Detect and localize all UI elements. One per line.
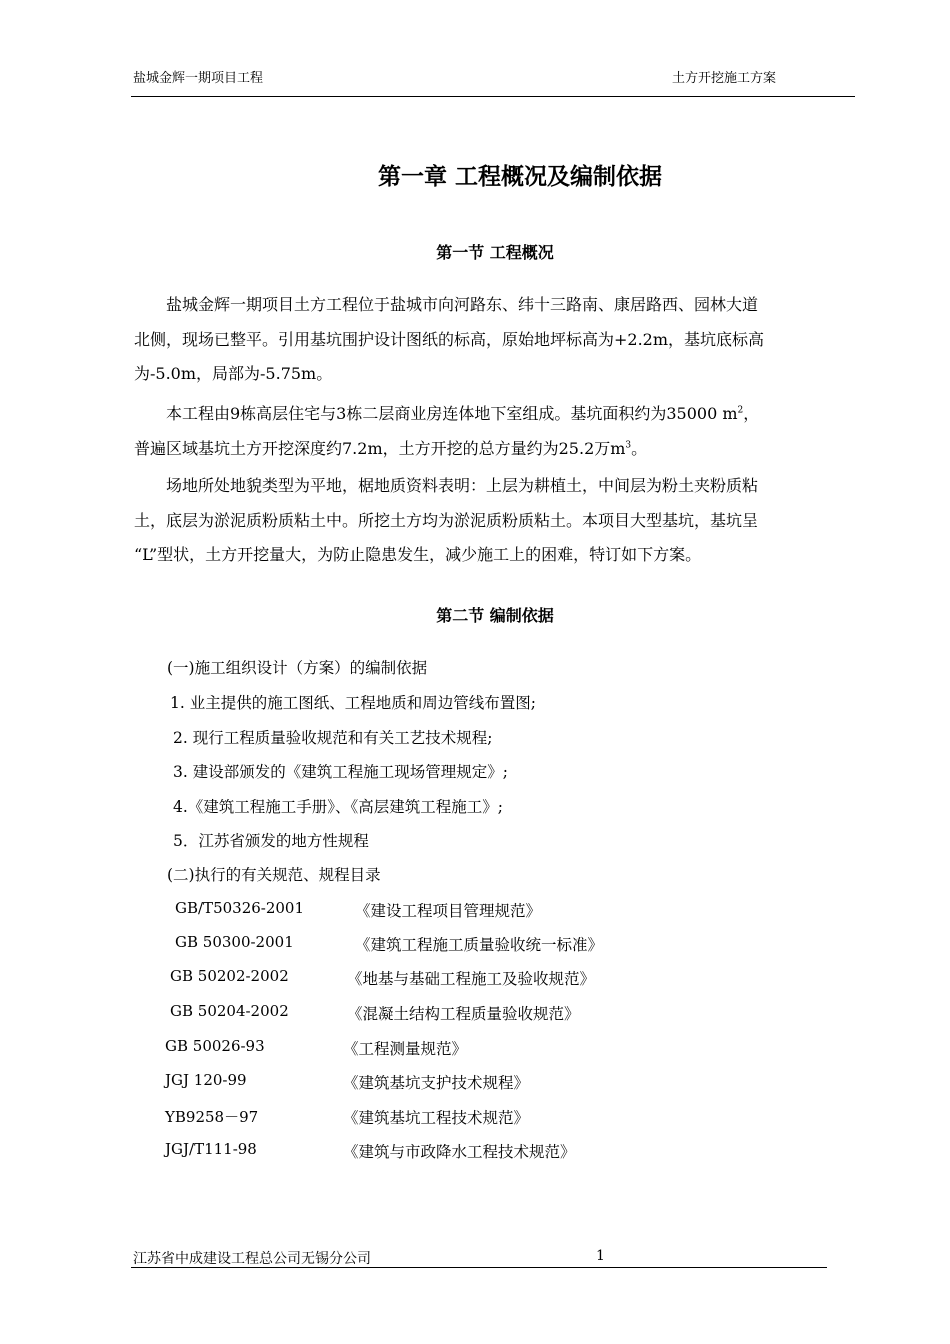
basis-item-2: 2. 现行工程质量验收规范和有关工艺技术规程; (173, 729, 493, 747)
standard-name-4: 《混凝土结构工程质量验收规范》 (347, 1005, 580, 1023)
standard-name-5: 《工程测量规范》 (343, 1040, 468, 1058)
basis-item-5: 5．江苏省颁发的地方性规程 (173, 832, 369, 850)
basis-item-3: 3. 建设部颁发的《建筑工程施工现场管理规定》; (173, 763, 508, 781)
group2-title: (二)执行的有关规范、规程目录 (167, 866, 381, 884)
footer-company: 江苏省中成建设工程总公司无锡分公司 (133, 1251, 371, 1267)
paragraph-2-line2-tail: 。 (631, 438, 648, 458)
paragraph-2-line1-text: 本工程由9栋高层住宅与3栋二层商业房连体地下室组成。基坑面积约为35000 m (134, 404, 738, 423)
standard-name-6: 《建筑基坑支护技术规程》 (343, 1074, 530, 1092)
header-document-title: 土方开挖施工方案 (672, 71, 777, 86)
standard-name-7: 《建筑基坑工程技术规范》 (343, 1109, 530, 1127)
standard-name-1: 《建设工程项目管理规范》 (355, 902, 542, 920)
paragraph-3-line3: “L”型状，土方开挖量大，为防止隐患发生，减少施工上的困难，特订如下方案。 (134, 545, 702, 564)
standard-code-8: JGJ/T111-98 (165, 1140, 257, 1158)
standard-code-2: GB 50300-2001 (175, 933, 294, 951)
paragraph-3-line2: 土，底层为淤泥质粉质粘土中。所挖土方均为淤泥质粉质粘土。本项目大型基坑，基坑呈 (134, 510, 759, 530)
paragraph-1-line2: 北侧，现场已整平。引用基坑围护设计图纸的标高，原始地坪标高为+2.2m，基坑底标高 (134, 329, 765, 349)
section1-title: 第一节 工程概况 (436, 243, 554, 262)
superscript-2: 2 (737, 405, 744, 416)
paragraph-1-line1: 盐城金辉一期项目土方工程位于盐城市向河路东、纬十三路南、康居路西、园林大道 (134, 295, 759, 314)
standard-code-5: GB 50026-93 (165, 1037, 265, 1055)
standard-name-3: 《地基与基础工程施工及验收规范》 (347, 970, 596, 988)
standard-code-4: GB 50204-2002 (170, 1002, 289, 1020)
footer-divider (131, 1267, 827, 1268)
standard-code-1: GB/T50326-2001 (175, 899, 305, 917)
paragraph-2-line1 (134, 397, 856, 432)
paragraph-2 (134, 397, 856, 466)
standard-code-7: YB9258－97 (165, 1108, 259, 1126)
standard-name-8: 《建筑与市政降水工程技术规范》 (343, 1143, 576, 1161)
basis-item-1: 1. 业主提供的施工图纸、工程地质和周边管线布置图; (170, 694, 536, 712)
paragraph-3 (134, 469, 856, 573)
group1-title: (一)施工组织设计（方案）的编制依据 (167, 659, 428, 677)
superscript-3: 3 (625, 440, 632, 451)
paragraph-2-line2-text: 普遍区域基坑土方开挖深度约7.2m，土方开挖的总方量约为25.2万m (134, 438, 626, 458)
basis-item-4: 4.《建筑工程施工手册》、《高层建筑工程施工》; (173, 798, 504, 816)
paragraph-2-line1-tail: ， (743, 404, 760, 423)
header-divider (131, 96, 855, 97)
page-number: 1 (596, 1248, 605, 1264)
header-project-name: 盐城金辉一期项目工程 (133, 71, 264, 86)
paragraph-2-line2 (134, 432, 856, 467)
section2-title: 第二节 编制依据 (436, 606, 554, 625)
paragraph-1 (134, 288, 856, 392)
chapter-title: 第一章 工程概况及编制依据 (377, 163, 662, 190)
standard-code-6: JGJ 120-99 (165, 1071, 247, 1089)
standard-name-2: 《建筑工程施工质量验收统一标准》 (355, 936, 604, 954)
paragraph-3-line1: 场地所处地貌类型为平地，椐地质资料表明：上层为耕植土，中间层为粉土夹粉质粘 (134, 476, 759, 495)
paragraph-1-line3: 为-5.0m，局部为-5.75m。 (134, 364, 333, 383)
standard-code-3: GB 50202-2002 (170, 967, 289, 985)
